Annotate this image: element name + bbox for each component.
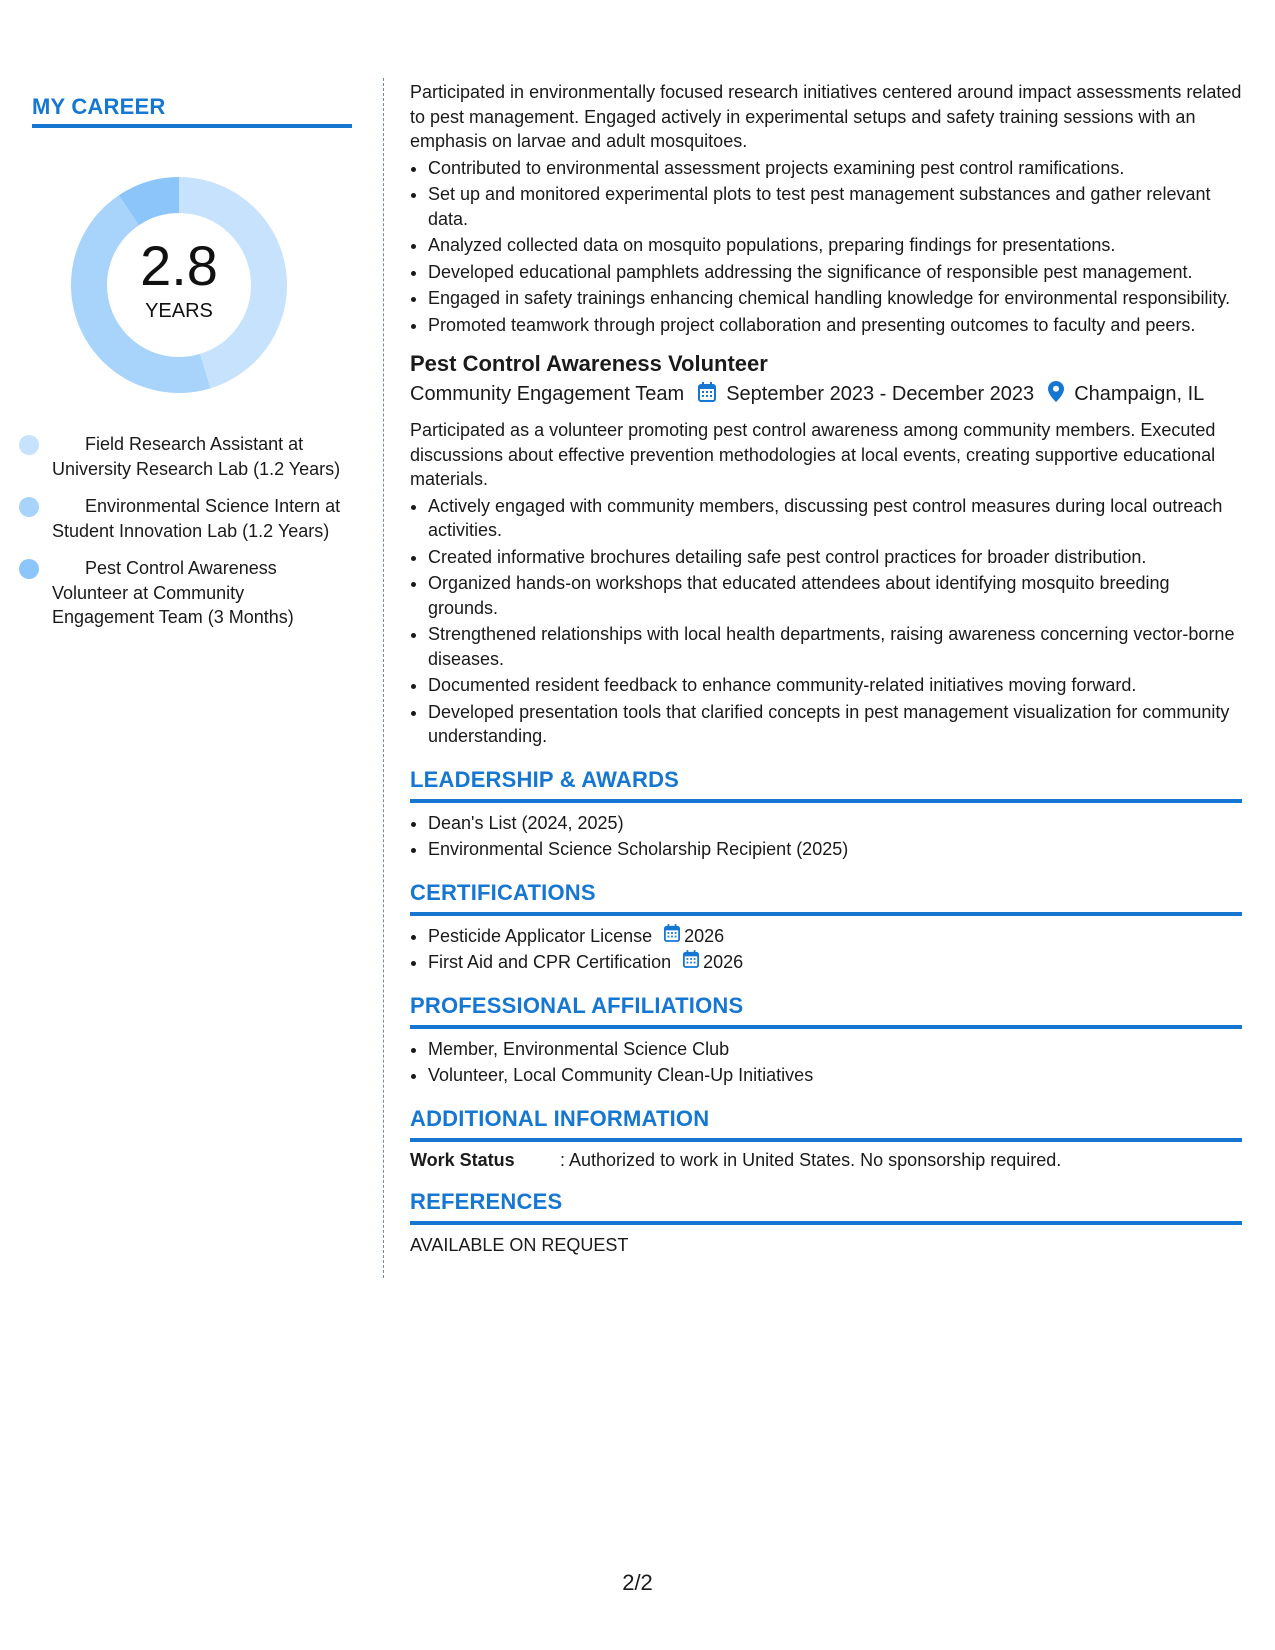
references-text: AVAILABLE ON REQUEST [410,1234,629,1255]
list-item: • Volunteer, Local Community Clean-Up Initiatives [428,1063,1242,1088]
list-item: • Set up and monitored experimental plots to test pest management substances and gather relevant data. [428,182,1242,231]
calendar-icon [664,924,680,949]
references-section [410,1189,1242,1258]
legend-dot-icon [19,435,39,455]
legend-item [52,556,342,630]
legend-item [52,432,342,481]
affiliations-section [410,993,1242,1088]
cert-name: • First Aid and CPR Certification [428,952,672,972]
certifications-list [410,924,1242,975]
work-status-value: : Authorized to work in United States. No sponsorship required. [560,1149,1062,1170]
career-donut-chart [64,170,294,400]
additional-info-section [410,1106,1242,1171]
job-organization: Community Engagement Team [410,383,685,405]
total-years-unit: YEARS [145,300,213,322]
career-sidebar [32,94,352,643]
legend-label: Field Research Assistant at University Research Lab (1.2 Years) [52,434,341,479]
list-item: • Analyzed collected data on mosquito populations, preparing findings for presentations. [428,233,1242,258]
section-title: ADDITIONAL INFORMATION [410,1106,1242,1142]
work-status-row [410,1150,1242,1171]
job-title: Pest Control Awareness Volunteer [410,351,768,376]
experience-bullets [410,494,1242,749]
career-section-title: MY CAREER [32,94,352,128]
list-item: • Documented resident feedback to enhance community-related initiatives moving forward. [428,673,1242,698]
list-item: • Dean's List (2024, 2025) [428,811,1242,836]
list-item [428,924,1242,949]
list-item: • Member, Environmental Science Club [428,1037,1242,1062]
cert-year: 2026 [684,925,725,946]
legend-dot-icon [19,497,39,517]
location-pin-icon [1048,381,1064,408]
page-number: 2/2 [622,1570,653,1595]
main-content [410,80,1242,1259]
list-item: • Engaged in safety trainings enhancing chemical handling knowledge for environmental responsibility. [428,286,1242,311]
affiliations-list [410,1037,1242,1088]
list-item: • Strengthened relationships with local health departments, raising awareness concerning vector-borne diseases. [428,622,1242,671]
job-meta [410,381,1242,408]
experience-summary: Participated as a volunteer promoting pest control awareness among community members. Executed discussions about effective prevention methodologies at local events, creating supportive educational materials. [410,420,1216,489]
legend-dot-icon [19,559,39,579]
experience-summary: Participated in environmentally focused research initiatives centered around impact assessments related to pest management. Engaged actively in experimental setups and safety training sessions with an emphasis on larvae and adult mosquitoes. [410,82,1242,151]
cert-name: • Pesticide Applicator License [428,925,653,946]
column-divider [383,78,384,1278]
total-years-value: 2.8 [140,234,218,297]
experience-bullets [410,156,1242,338]
list-item: • Actively engaged with community members, discussing pest control measures during local outreach activities. [428,494,1242,543]
section-title: CERTIFICATIONS [410,880,1242,916]
list-item: • Promoted teamwork through project collaboration and presenting outcomes to faculty and peers. [428,313,1242,338]
list-item [428,950,1242,975]
list-item: • Contributed to environmental assessment projects examining pest control ramifications. [428,156,1242,181]
job-dates: September 2023 - December 2023 [726,383,1035,405]
legend-label: Pest Control Awareness Volunteer at Community Engagement Team (3 Months) [52,558,294,627]
legend-label: Environmental Science Intern at Student Innovation Lab (1.2 Years) [52,496,341,541]
section-title: LEADERSHIP & AWARDS [410,767,1242,803]
certifications-section [410,880,1242,975]
calendar-icon [683,950,699,975]
list-item: • Organized hands-on workshops that educated attendees about identifying mosquito breeding grounds. [428,571,1242,620]
list-item: • Developed educational pamphlets addressing the significance of responsible pest management. [428,260,1242,285]
section-title: PROFESSIONAL AFFILIATIONS [410,993,1242,1029]
section-title: REFERENCES [410,1189,1242,1225]
work-status-label: Work Status [410,1149,515,1170]
leadership-list [410,811,1242,862]
career-legend [52,432,342,630]
cert-year: 2026 [703,952,744,972]
list-item: • Created informative brochures detailing safe pest control practices for broader distribution. [428,545,1242,570]
job-location: Champaign, IL [1074,383,1205,405]
legend-item [52,494,342,543]
calendar-icon [698,382,716,408]
leadership-section [410,767,1242,862]
list-item: • Environmental Science Scholarship Recipient (2025) [428,837,1242,862]
list-item: • Developed presentation tools that clarified concepts in pest management visualization for community understanding. [428,700,1242,749]
